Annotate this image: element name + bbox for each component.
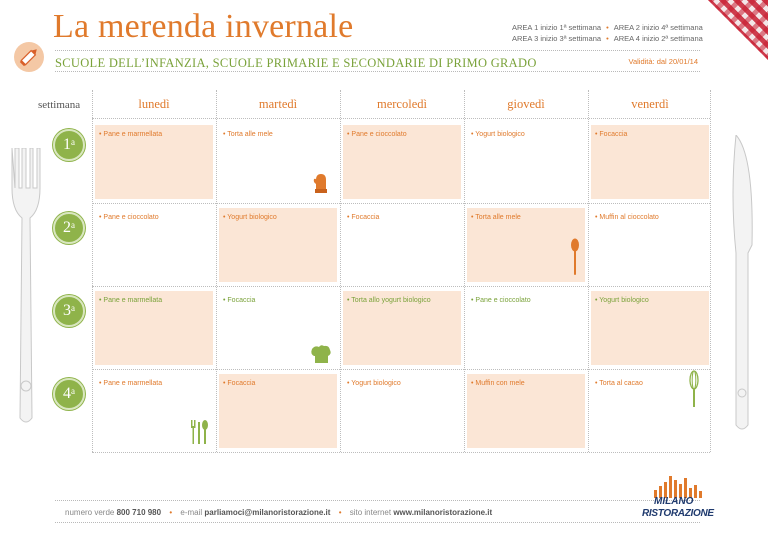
menu-cell	[467, 291, 585, 365]
day-header-thursday: giovedì	[507, 97, 545, 111]
validity-date: Validità: dal 20/01/14	[628, 57, 698, 66]
menu-item: • Yogurt biologico	[595, 297, 649, 304]
divider	[55, 500, 700, 501]
menu-cell	[467, 125, 585, 199]
fork-icon	[6, 148, 46, 433]
divider	[55, 50, 700, 51]
phone-number[interactable]: 800 710 980	[116, 508, 162, 517]
oven-mitt-icon	[313, 172, 329, 199]
tablecloth-decoration	[708, 0, 768, 60]
grid-line	[92, 369, 710, 370]
menu-cell	[591, 208, 709, 282]
menu-item: • Muffin al cioccolato	[595, 214, 659, 221]
week-badge-3: 3 a	[53, 295, 85, 327]
chef-hat-icon	[310, 344, 332, 369]
menu-item: • Torta alle mele	[223, 131, 273, 138]
grid-line	[710, 90, 711, 452]
menu-item: • Yogurt biologico	[471, 131, 525, 138]
grid-line	[92, 90, 93, 452]
menu-cell	[343, 374, 461, 448]
cutlery-icon	[190, 420, 210, 449]
pencil-icon	[14, 42, 44, 72]
email-label: e-mail	[180, 508, 203, 517]
grid-line	[92, 286, 710, 287]
week-badge-1: 1 a	[53, 129, 85, 161]
logo-line-1: MILANO	[654, 496, 694, 507]
menu-item: • Muffin con mele	[471, 380, 525, 387]
divider	[55, 522, 700, 523]
week-badge-2: 2 a	[53, 212, 85, 244]
menu-cell	[467, 208, 585, 282]
grid-line	[588, 90, 589, 452]
web-label: sito internet	[349, 508, 392, 517]
grid-line	[92, 118, 710, 119]
area-legend: AREA 1 inizio 1ª settimana • AREA 2 inizio 4ª settimana AREA 3 inizio 3ª settimana • AREA 4 inizio 2ª settimana	[512, 23, 703, 43]
milano-ristorazione-logo	[640, 476, 712, 526]
page-subtitle: SCUOLE DELL’INFANZIA, SCUOLE PRIMARIE E SECONDARIE DI PRIMO GRADO	[55, 56, 537, 70]
menu-item: • Pane e cioccolato	[99, 214, 159, 221]
spoon-icon	[570, 238, 580, 281]
week-column-header: settimana	[38, 99, 81, 111]
email-link[interactable]: parliamoci@milanoristorazione.it	[204, 508, 331, 517]
day-header-tuesday: martedì	[258, 97, 298, 111]
menu-item: • Yogurt biologico	[223, 214, 277, 221]
website-link[interactable]: www.milanoristorazione.it	[393, 508, 493, 517]
menu-item: • Pane e cioccolato	[347, 131, 407, 138]
menu-item: • Pane e marmellata	[99, 131, 163, 138]
logo-bars	[654, 476, 702, 498]
contact-footer: numero verde 800 710 980 • e-mail parliamoci@milanoristorazione.it • sito internet www.milanoristorazione.it	[65, 508, 493, 517]
grid-line	[216, 90, 217, 452]
area-1-note: AREA 1 inizio 1ª settimana	[512, 23, 602, 32]
menu-cell	[591, 291, 709, 365]
menu-cell	[591, 125, 709, 199]
menu-item: • Focaccia	[595, 131, 628, 138]
day-header-wednesday: mercoledì	[377, 97, 427, 111]
grid-line	[92, 452, 710, 453]
area-4-note: AREA 4 inizio 2ª settimana	[613, 34, 703, 43]
grid-line	[92, 203, 710, 204]
menu-item: • Focaccia	[223, 380, 256, 387]
menu-item: • Focaccia	[223, 297, 256, 304]
grid-line	[340, 90, 341, 452]
menu-cell	[343, 125, 461, 199]
menu-item: • Pane e cioccolato	[471, 297, 531, 304]
menu-cell	[95, 291, 213, 365]
menu-cell	[95, 125, 213, 199]
area-2-note: AREA 2 inizio 4ª settimana	[613, 23, 703, 32]
menu-cell	[343, 291, 461, 365]
menu-item: • Torta al cacao	[595, 380, 643, 387]
divider	[55, 71, 700, 72]
menu-cell	[467, 374, 585, 448]
area-3-note: AREA 3 inizio 3ª settimana	[512, 34, 602, 43]
whisk-icon	[688, 370, 700, 413]
menu-cell	[95, 208, 213, 282]
menu-item: • Yogurt biologico	[347, 380, 401, 387]
logo-line-2: RISTORAZIONE	[642, 508, 714, 519]
menu-item: • Pane e marmellata	[99, 380, 163, 387]
menu-item: • Pane e marmellata	[99, 297, 163, 304]
menu-item: • Torta alle mele	[471, 214, 521, 221]
knife-icon	[726, 135, 756, 440]
menu-item: • Torta allo yogurt biologico	[347, 297, 431, 304]
menu-item: • Focaccia	[347, 214, 380, 221]
phone-label: numero verde	[65, 508, 115, 517]
day-header-monday: lunedì	[138, 97, 170, 111]
page-title: La merenda invernale	[53, 8, 354, 45]
day-header-friday: venerdì	[631, 97, 669, 111]
menu-cell	[343, 208, 461, 282]
menu-cell	[219, 374, 337, 448]
grid-line	[464, 90, 465, 452]
menu-cell	[219, 208, 337, 282]
week-badge-4: 4 a	[53, 378, 85, 410]
